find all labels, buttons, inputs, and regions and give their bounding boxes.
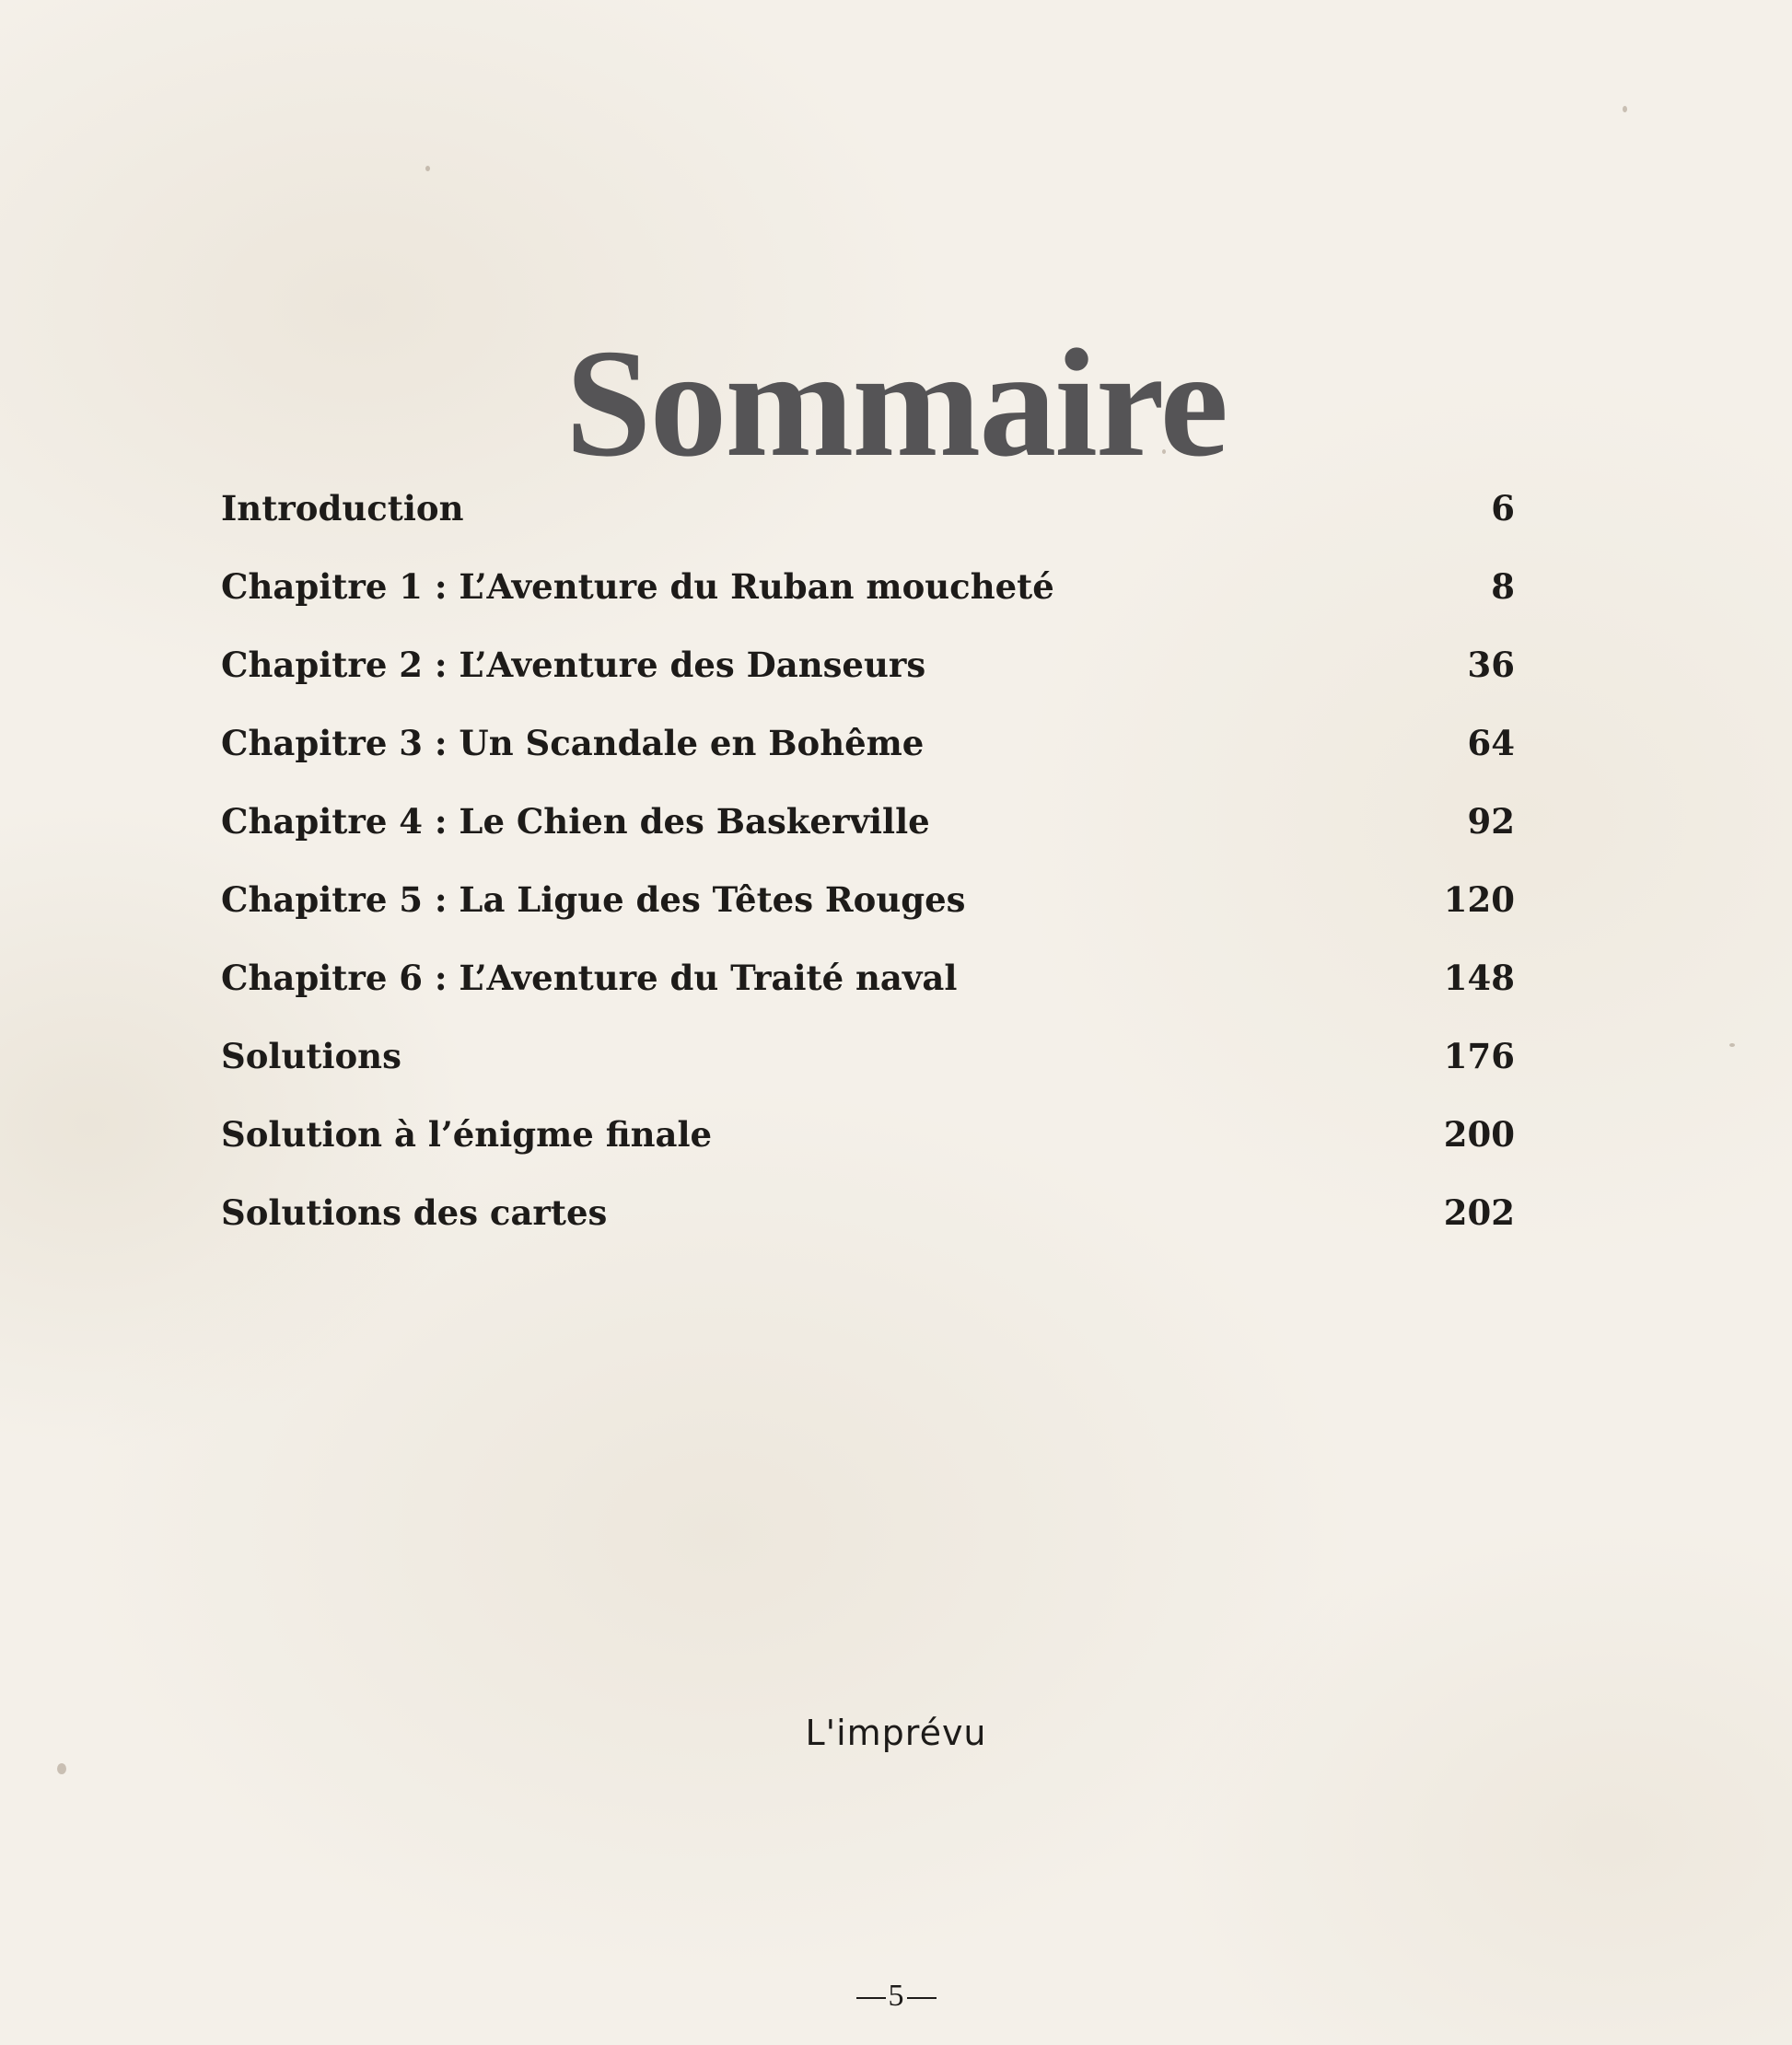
paper-speck: [1623, 106, 1627, 112]
toc-entry-page: 200: [1443, 1114, 1515, 1155]
toc-entry-page: 36: [1467, 645, 1515, 685]
toc-entry-page: 92: [1467, 801, 1515, 842]
toc-entry-label: Chapitre 4 : Le Chien des Baskerville: [221, 801, 930, 842]
toc-entry-page: 120: [1443, 879, 1515, 920]
toc-entry-page: 8: [1491, 566, 1515, 607]
folio-dash-right: [907, 1997, 937, 1999]
toc-entry-label: Solutions des cartes: [221, 1192, 608, 1233]
toc-entry-introduction[interactable]: [221, 470, 1515, 548]
toc-entry-chapter-5[interactable]: [221, 861, 1515, 939]
toc-entry-final-riddle-solution[interactable]: [221, 1096, 1515, 1174]
toc-entry-page: 202: [1443, 1192, 1515, 1233]
page-number-value: 5: [888, 1979, 904, 2013]
toc-entry-page: 64: [1467, 723, 1515, 763]
toc-entry-label: Introduction: [221, 488, 464, 529]
toc-entry-label: Solution à l’énigme finale: [221, 1114, 713, 1155]
toc-entry-page: 148: [1443, 958, 1515, 998]
paper-speck: [1729, 1043, 1735, 1047]
toc-entry-label: Chapitre 1 : L’Aventure du Ruban moucheté: [221, 566, 1054, 607]
toc-entry-label: Chapitre 3 : Un Scandale en Bohême: [221, 723, 925, 763]
page-title: Sommaire: [564, 317, 1228, 489]
toc-entry-chapter-2[interactable]: [221, 626, 1515, 704]
toc-entry-label: Chapitre 2 : L’Aventure des Danseurs: [221, 645, 926, 685]
toc-entry-page: 6: [1491, 488, 1515, 529]
toc-entry-label: Chapitre 5 : La Ligue des Têtes Rouges: [221, 879, 966, 920]
toc-entry-chapter-1[interactable]: [221, 548, 1515, 626]
toc-entry-solutions[interactable]: [221, 1017, 1515, 1096]
toc-entry-chapter-4[interactable]: [221, 783, 1515, 861]
paper-speck: [425, 166, 430, 171]
toc-entry-label: Chapitre 6 : L’Aventure du Traité naval: [221, 958, 958, 998]
toc-entry-label: Solutions: [221, 1036, 401, 1076]
toc-entry-chapter-6[interactable]: [221, 939, 1515, 1017]
paper-speck: [57, 1763, 66, 1774]
toc-entry-map-solutions[interactable]: [221, 1174, 1515, 1252]
publisher-logo: L'imprévu: [805, 1713, 987, 1753]
toc-entry-page: 176: [1443, 1036, 1515, 1076]
folio-dash-left: [856, 1997, 886, 1999]
table-of-contents: [221, 470, 1515, 1252]
page-number: [0, 1976, 1792, 2016]
toc-entry-chapter-3[interactable]: [221, 704, 1515, 783]
